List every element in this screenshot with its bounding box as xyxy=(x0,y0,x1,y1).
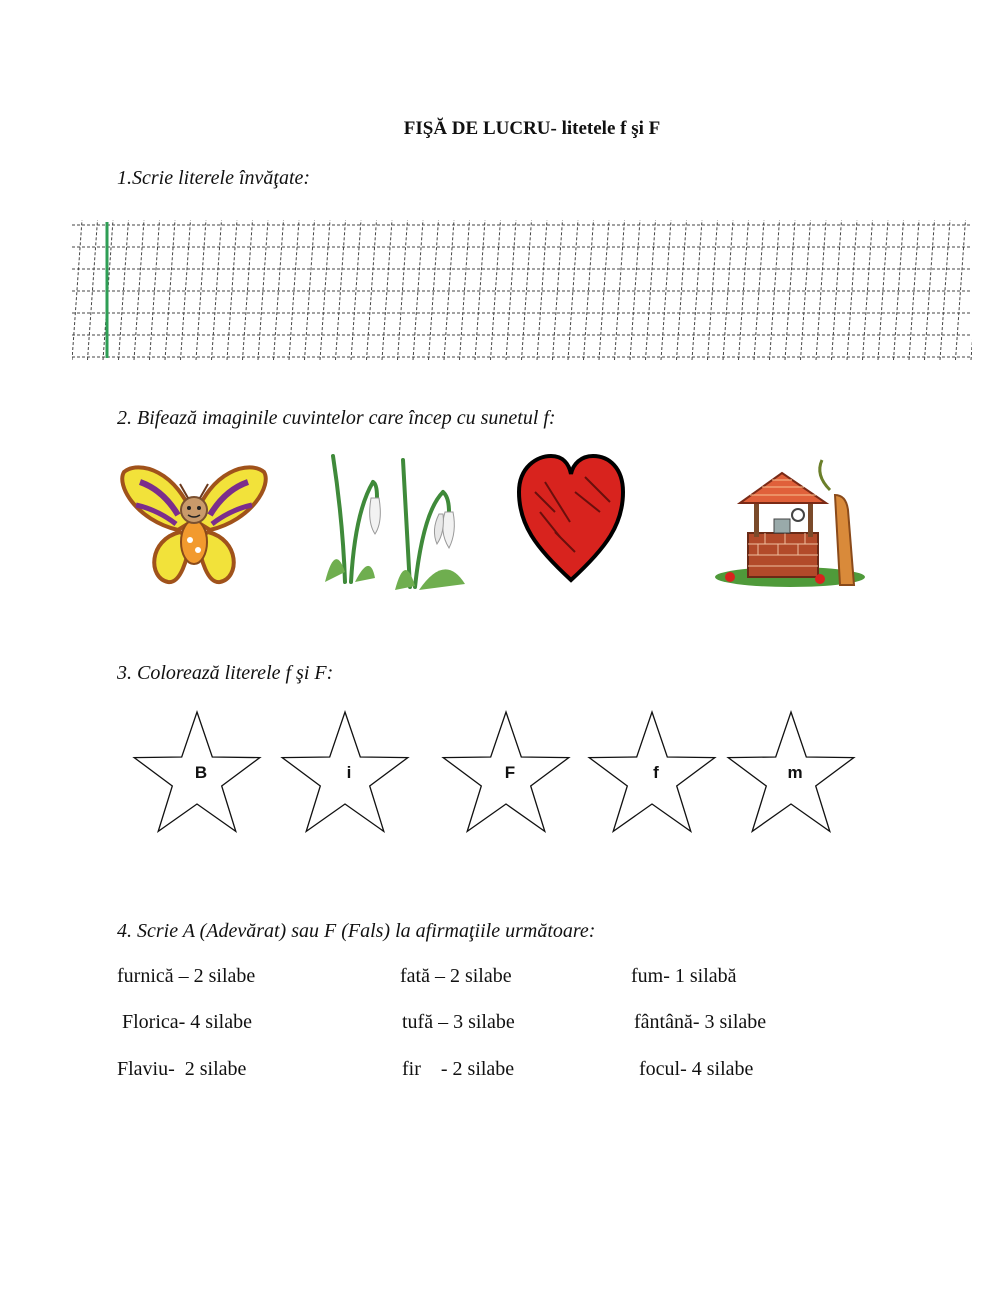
statement-fantana: fântână- 3 silabe xyxy=(629,1011,767,1033)
snowdrop-flowers-picture[interactable] xyxy=(315,452,475,592)
water-well-picture[interactable] xyxy=(710,455,865,590)
statement-fata: fată – 2 silabe xyxy=(400,965,512,987)
star-letter-4: f xyxy=(653,763,659,782)
star-letter-1: B xyxy=(194,763,208,782)
statement-focul: focul- 4 silabe xyxy=(629,1058,754,1080)
task-3-instruction: 3. Colorează literele f şi F: xyxy=(117,662,334,684)
star-letter-3: F xyxy=(504,763,516,782)
star-4[interactable] xyxy=(589,712,715,831)
task-2-instruction: 2. Bifează imaginile cuvintelor care încep cu sunetul f: xyxy=(117,407,556,429)
handwriting-practice-grid[interactable] xyxy=(72,220,972,360)
butterfly-picture[interactable] xyxy=(118,460,270,590)
task-4-instruction: 4. Scrie A (Adevărat) sau F (Fals) la afirmaţiile următoare: xyxy=(117,920,596,942)
statement-flaviu: Flaviu- 2 silabe xyxy=(117,1058,247,1080)
statement-fir: fir - 2 silabe xyxy=(402,1058,515,1080)
statement-tufa: tufă – 3 silabe xyxy=(402,1011,515,1033)
statement-furnica: furnică – 2 silabe xyxy=(117,965,256,987)
stars-row xyxy=(0,700,1000,840)
star-letter-2: i xyxy=(346,763,352,782)
heart-picture[interactable] xyxy=(515,452,627,584)
star-letter-5: m xyxy=(787,763,803,782)
statement-fum: fum- 1 silabă xyxy=(631,965,737,987)
star-2[interactable] xyxy=(282,712,408,831)
task-1-instruction: 1.Scrie literele învăţate: xyxy=(117,167,311,189)
statement-florica: Florica- 4 silabe xyxy=(117,1011,252,1033)
page-title: FIŞĂ DE LUCRU- litetele f şi F xyxy=(403,118,661,139)
